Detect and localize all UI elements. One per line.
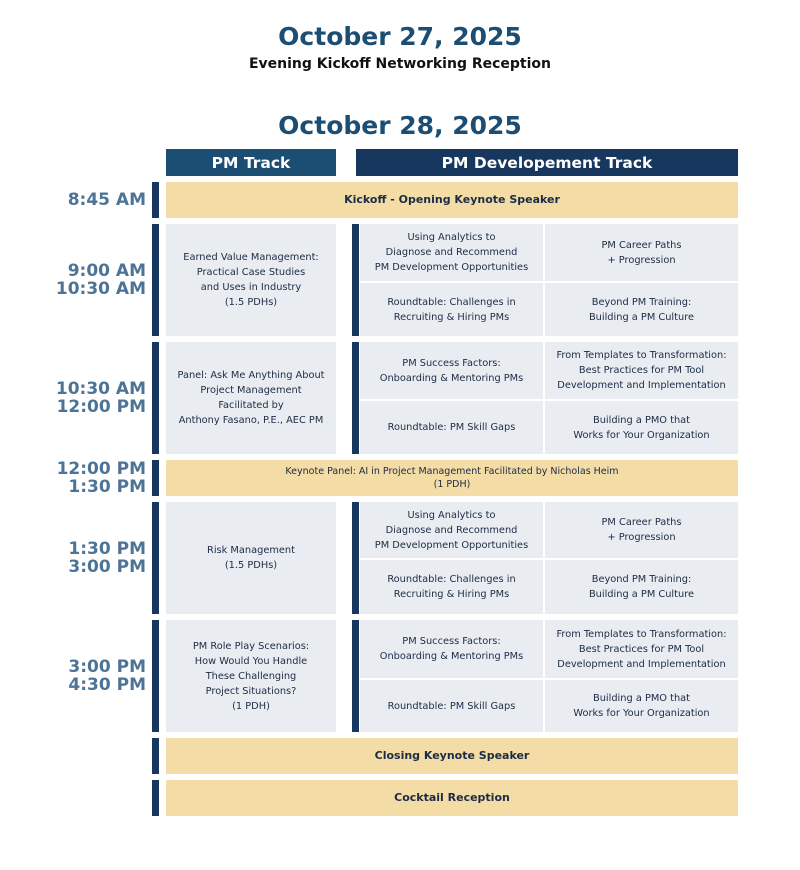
pm-session: Earned Value Management: Practical Case Studies and Uses in Industry (1.5 PDHs) <box>166 224 336 336</box>
keynote-panel: Keynote Panel: AI in Project Management Facilitated by Nicholas Heim (1 PDH) <box>166 460 738 496</box>
dev-session: PM Success Factors: Onboarding & Mentoring PMs <box>360 620 543 678</box>
dev-session: Roundtable: Challenges in Recruiting & Hiring PMs <box>360 560 543 614</box>
dev-session: PM Success Factors: Onboarding & Mentoring PMs <box>360 342 543 399</box>
dev-session: From Templates to Transformation: Best Practices for PM Tool Development and Implementation <box>545 342 738 399</box>
dev-session: Beyond PM Training: Building a PM Culture <box>545 560 738 614</box>
time-label: 3:00 PM 4:30 PM <box>68 657 146 695</box>
closing-keynote: Closing Keynote Speaker <box>166 738 738 774</box>
row-bar <box>152 342 159 454</box>
pm-session: Panel: Ask Me Anything About Project Management Facilitated by Anthony Fasano, P.E., AEC PM <box>166 342 336 454</box>
row-bar <box>152 502 159 614</box>
dev-session: PM Career Paths + Progression <box>545 502 738 558</box>
row-bar <box>152 460 159 496</box>
dev-session: Roundtable: PM Skill Gaps <box>360 680 543 732</box>
time-label: 10:30 AM 12:00 PM <box>55 379 146 417</box>
day1-date: October 27, 2025 <box>278 22 522 51</box>
row-bar <box>152 738 159 774</box>
dev-session: Beyond PM Training: Building a PM Culture <box>545 283 738 336</box>
time-label: 1:30 PM 3:00 PM <box>68 539 146 577</box>
dev-session: Using Analytics to Diagnose and Recommend PM Development Opportunities <box>360 224 543 281</box>
pm-track-header: PM Track <box>166 149 336 176</box>
dev-session: Building a PMO that Works for Your Organization <box>545 680 738 732</box>
row-bar <box>352 342 359 454</box>
time-label: 8:45 AM <box>67 190 146 210</box>
row-bar <box>352 224 359 336</box>
time-label: 9:00 AM 10:30 AM <box>55 261 146 299</box>
dev-session: From Templates to Transformation: Best Practices for PM Tool Development and Implementation <box>545 620 738 678</box>
row-bar <box>152 620 159 732</box>
pm-dev-track-header: PM Developement Track <box>356 149 738 176</box>
dev-session: Building a PMO that Works for Your Organization <box>545 401 738 454</box>
row-bar <box>352 502 359 614</box>
row-bar <box>352 620 359 732</box>
day1-event: Evening Kickoff Networking Reception <box>248 56 552 72</box>
row-bar <box>152 224 159 336</box>
pm-session: Risk Management (1.5 PDHs) <box>166 502 336 614</box>
dev-session: PM Career Paths + Progression <box>545 224 738 281</box>
dev-session: Roundtable: Challenges in Recruiting & Hiring PMs <box>360 283 543 336</box>
kickoff-keynote: Kickoff - Opening Keynote Speaker <box>166 182 738 218</box>
dev-session: Using Analytics to Diagnose and Recommend PM Development Opportunities <box>360 502 543 558</box>
row-bar <box>152 182 159 218</box>
day2-date: October 28, 2025 <box>278 111 522 140</box>
pm-session: PM Role Play Scenarios: How Would You Handle These Challenging Project Situations? (1 PDH) <box>166 620 336 732</box>
dev-session: Roundtable: PM Skill Gaps <box>360 401 543 454</box>
cocktail-reception: Cocktail Reception <box>166 780 738 816</box>
row-bar <box>152 780 159 816</box>
time-label: 12:00 PM 1:30 PM <box>56 459 146 497</box>
